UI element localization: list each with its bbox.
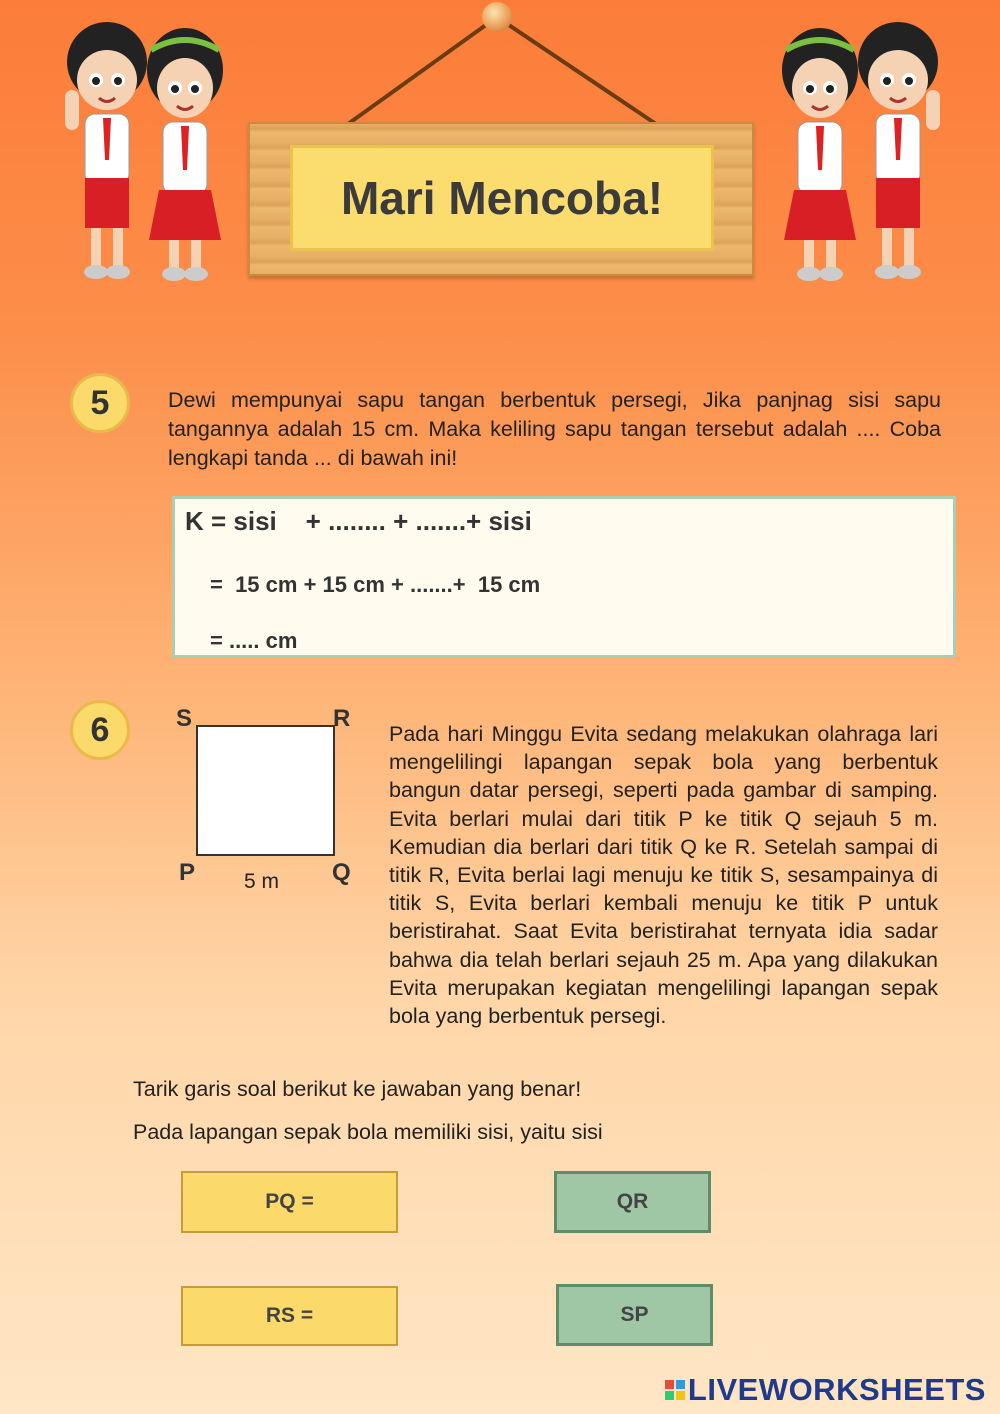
question-6-number: 6 — [90, 710, 110, 749]
question-6-text: Pada hari Minggu Evita sedang melakukan olahraga lari mengelilingi lapangan sepak bola yang berbentuk bangun datar persegi, seperti pada gambar di samping. Evita berlari mulai dari titik P ke titik Q sejauh 5 m. Kemudian dia berlari dari titik Q ke R. Setelah sampai di titik R, Evita berlai lagi menuju ke titik S, sesampainya di titik S, Evita berlari kembali menuju ke titik P untuk beristirahat. Saat Evita beristirahat ternyata idia sadar bahwa dia telah berlari sejauh 25 m. Apa yang dilakukan Evita merupakan kegiatan mengelilingi lapangan sepak bola yang berbentuk persegi. — [389, 722, 938, 1029]
instruction-text: Tarik garis soal berikut ke jawaban yang benar! — [133, 1077, 582, 1101]
side-length-label: 5 m — [244, 870, 280, 893]
match-left-pq-label: PQ = — [265, 1190, 314, 1213]
question-6-badge — [70, 700, 130, 760]
vertex-s-label: S — [176, 705, 193, 732]
formula-line-1[interactable]: K = sisi + ........ + .......+ sisi — [185, 506, 532, 536]
question-5-text: Dewi mempunyai sapu tangan berbentuk persegi, Jika panjnag sisi sapu tangannya adalah 15 cm. Maka keliling sapu tangan tersebut adalah .... Coba lengkapi tanda ... di bawah ini! — [168, 388, 941, 470]
page-title: Mari Mencoba! — [340, 172, 664, 224]
match-right-qr-label: QR — [616, 1190, 649, 1213]
formula-line-2[interactable]: = 15 cm + 15 cm + .......+ 15 cm — [210, 572, 541, 597]
question-5-badge — [70, 373, 130, 433]
nail-icon — [482, 2, 512, 32]
vertex-r-label: R — [333, 705, 351, 732]
question-5-number: 5 — [90, 383, 110, 422]
match-left-rs-label: RS = — [265, 1304, 314, 1327]
brand-text: LIVEWORKSHEETS — [687, 1372, 986, 1407]
vertex-q-label: Q — [332, 859, 351, 886]
match-right-sp-label: SP — [620, 1303, 649, 1326]
sign-title-panel — [290, 145, 714, 251]
match-left-pq[interactable] — [181, 1171, 398, 1233]
prompt-text: Pada lapangan sepak bola memiliki sisi, yaitu sisi — [133, 1120, 603, 1144]
match-left-rs[interactable] — [181, 1286, 398, 1346]
liveworksheets-grid-icon — [665, 1380, 685, 1400]
vertex-p-label: P — [179, 859, 196, 886]
formula-line-3[interactable]: = ..... cm — [210, 628, 298, 653]
match-right-sp[interactable] — [556, 1284, 713, 1346]
square-diagram — [196, 725, 335, 856]
liveworksheets-logo[interactable] — [665, 1372, 986, 1408]
match-right-qr[interactable] — [554, 1171, 711, 1233]
